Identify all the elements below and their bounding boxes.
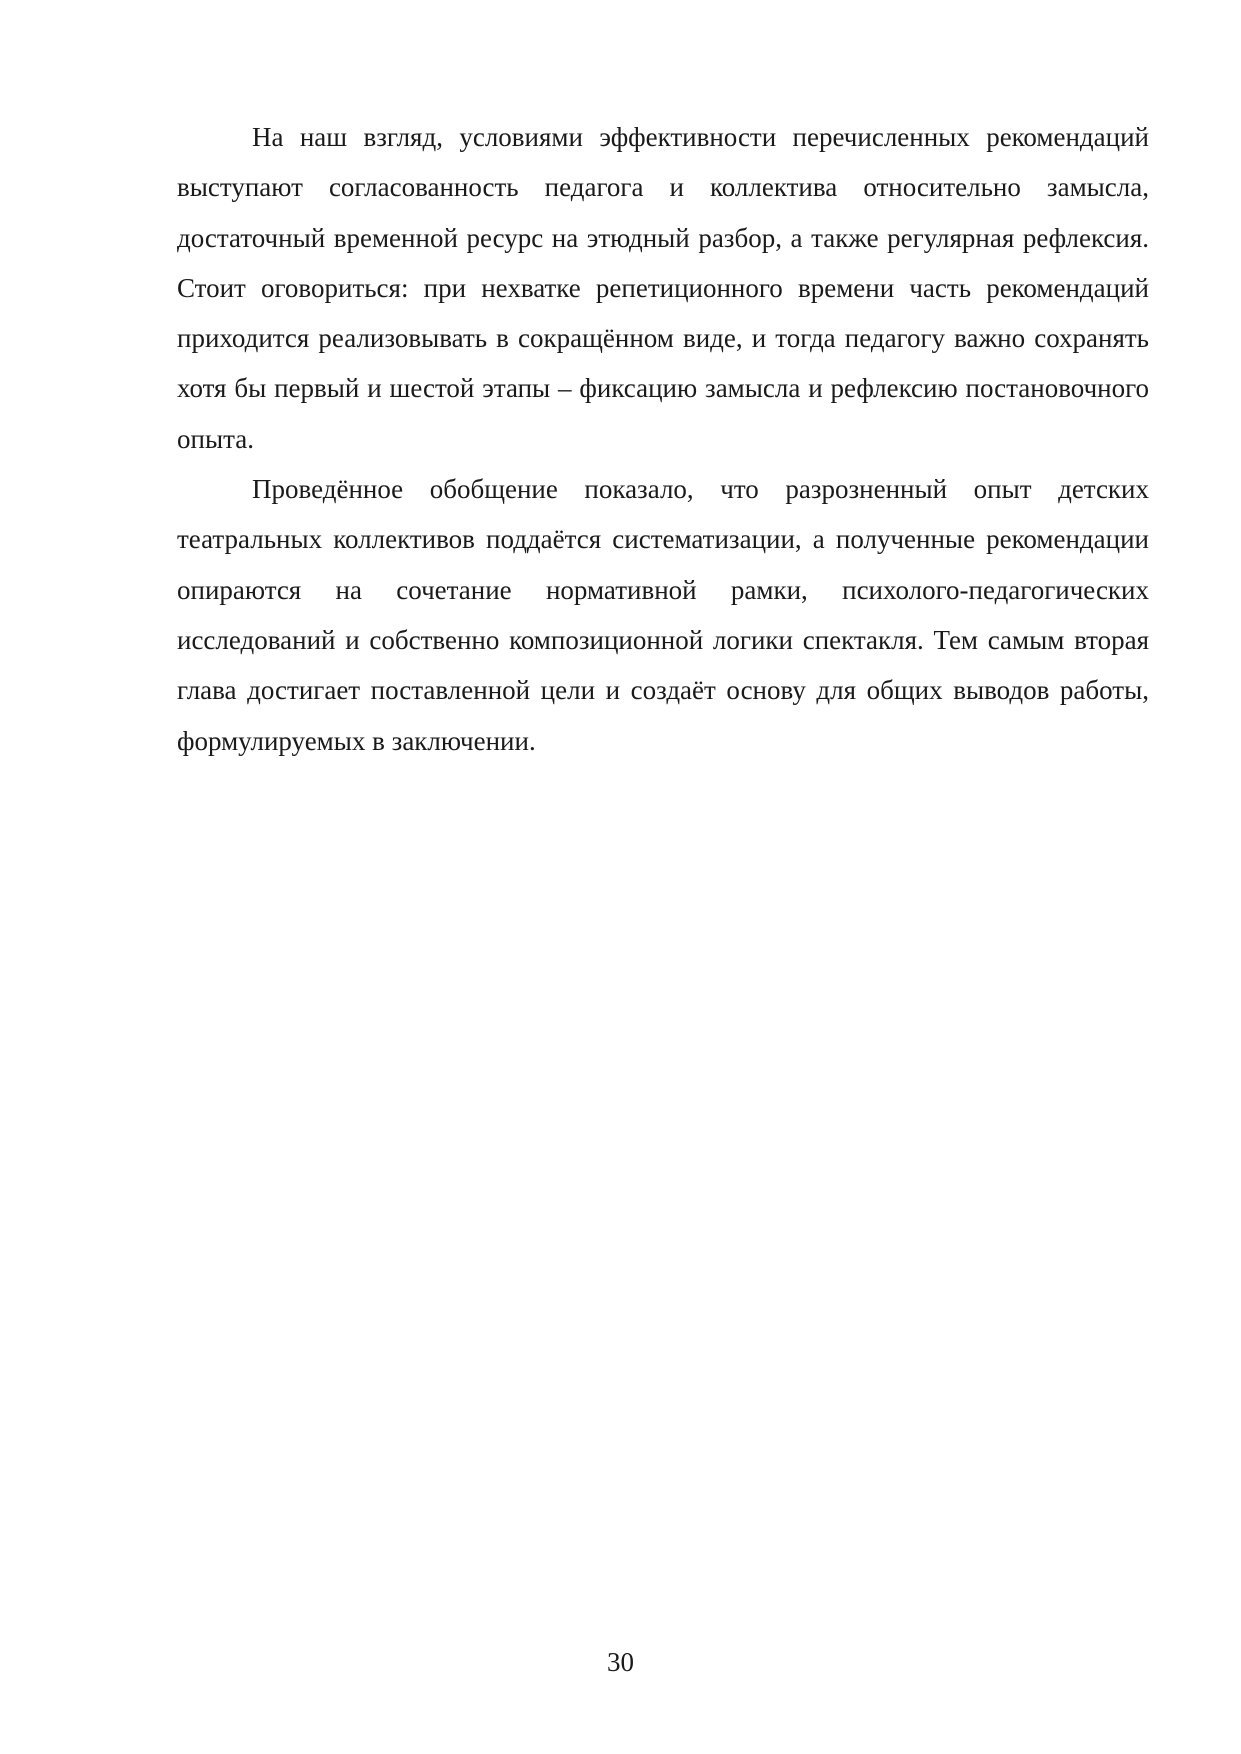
paragraph: На наш взгляд, условиями эффективности перечисленных рекомендаций выступают согласованность педагога и коллектива относительно замысла, достаточный временной ресурс на этюдный разбор, а также регулярная рефлексия. Стоит оговориться: при нехватке репетиционного времени часть рекомендаций приходится реализовывать в сокращённом виде, и тогда педагогу важно сохранять хотя бы первый и шестой этапы – фиксацию замысла и рефлексию постановочного опыта. <box>177 122 1149 454</box>
page-number: 30 <box>607 1647 634 1677</box>
paragraph: Проведённое обобщение показало, что разрозненный опыт детских театральных коллективов поддаётся систематизации, а полученные рекомендации опираются на сочетание нормативной рамки, психолого-педагогических исследований и собственно композиционной логики спектакля. Тем самым вторая глава достигает поставленной цели и создаёт основу для общих выводов работы, формулируемых в заключении. <box>177 474 1149 756</box>
body-text <box>177 112 1149 766</box>
